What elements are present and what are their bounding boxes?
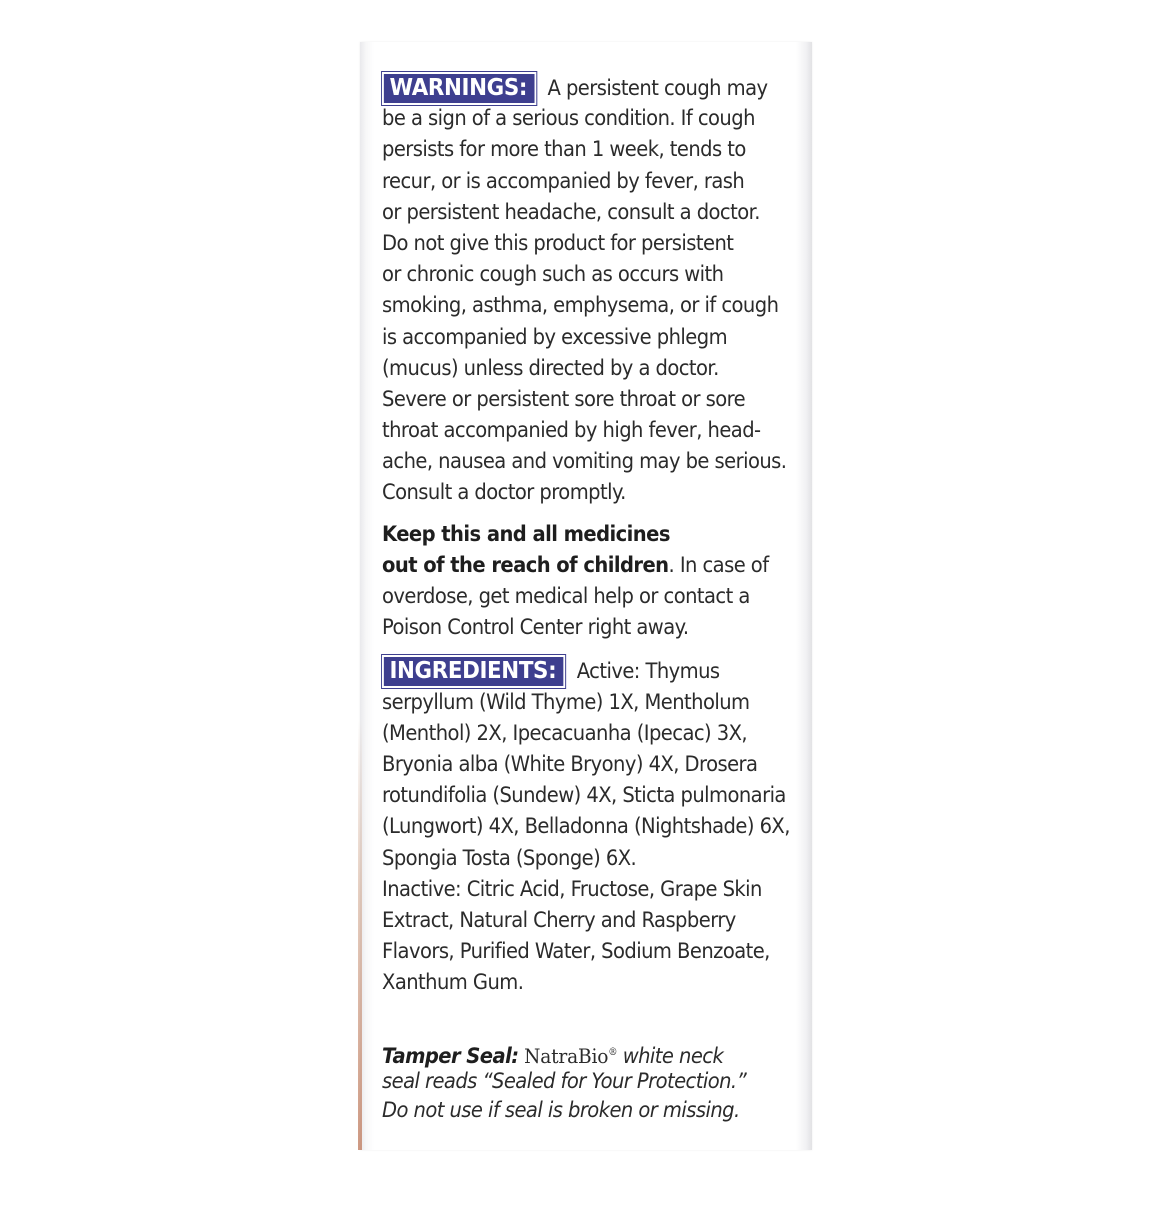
warnings-line: be a sign of a serious condition. If cough xyxy=(382,106,755,131)
label-text-block xyxy=(382,72,790,1125)
warnings-line: persists for more than 1 week, tends to xyxy=(382,137,746,162)
ingredients-first-text: Active: Thymus xyxy=(576,659,720,684)
tamper-seal-label: Tamper Seal: xyxy=(382,1044,519,1069)
ingredients-line: Inactive: Citric Acid, Fructose, Grape Skin xyxy=(382,876,762,901)
keep-away-mixed-line xyxy=(382,550,769,581)
warnings-line: Severe or persistent sore throat or sore xyxy=(382,386,746,411)
tamper-seal-line: seal reads “Sealed for Your Protection.” xyxy=(382,1069,747,1094)
ingredients-line: Extract, Natural Cherry and Raspberry xyxy=(382,907,736,932)
ingredients-line: (Lungwort) 4X, Belladonna (Nightshade) 6X, xyxy=(382,814,790,839)
ingredients-line: (Menthol) 2X, Ipecacuanha (Ipecac) 3X, xyxy=(382,720,748,745)
ingredients-label: INGREDIENTS: xyxy=(382,655,566,688)
tamper-seal-section xyxy=(382,1038,763,1125)
warnings-line: Do not give this product for persistent xyxy=(382,230,734,255)
brand-name: NatraBio xyxy=(524,1044,609,1069)
warnings-section xyxy=(382,72,787,509)
warnings-first-text: A persistent cough may xyxy=(547,76,768,100)
tamper-seal-first-line xyxy=(382,1038,763,1067)
ingredients-line: Flavors, Purified Water, Sodium Benzoate, xyxy=(382,939,770,964)
warnings-line: recur, or is accompanied by fever, rash xyxy=(382,168,745,193)
warnings-line: (mucus) unless directed by a doctor. xyxy=(382,355,719,380)
warnings-line: smoking, asthma, emphysema, or if cough xyxy=(382,293,779,318)
registered-mark: ® xyxy=(608,1047,618,1059)
warnings-first-line xyxy=(382,72,768,103)
warnings-line: is accompanied by excessive phlegm xyxy=(382,324,728,349)
ingredients-line: Xanthum Gum. xyxy=(382,970,524,995)
ingredients-line: rotundifolia (Sundew) 4X, Sticta pulmonaria xyxy=(382,783,786,808)
warnings-line: ache, nausea and vomiting may be serious. xyxy=(382,449,787,474)
warnings-line: or chronic cough such as occurs with xyxy=(382,262,724,287)
ingredients-first-line xyxy=(382,655,763,686)
warnings-label: WARNINGS: xyxy=(382,72,536,105)
warnings-line: throat accompanied by high fever, head- xyxy=(382,418,761,443)
tamper-seal-first-text: white neck xyxy=(622,1044,724,1069)
keep-away-bold-text: out of the reach of children xyxy=(382,552,669,577)
keep-away-bold-line: Keep this and all medicines xyxy=(382,521,670,546)
panel-edge-tint xyxy=(358,720,362,1150)
keep-away-section xyxy=(382,519,769,644)
ingredients-line: Bryonia alba (White Bryony) 4X, Drosera xyxy=(382,751,758,776)
ingredients-line: serpyllum (Wild Thyme) 1X, Mentholum xyxy=(382,689,750,714)
keep-away-rest-text: . In case of xyxy=(668,552,769,577)
ingredients-section xyxy=(382,655,790,998)
keep-away-line: Poison Control Center right away. xyxy=(382,615,689,640)
tamper-seal-line: Do not use if seal is broken or missing. xyxy=(382,1098,740,1123)
warnings-line: or persistent headache, consult a doctor. xyxy=(382,199,760,224)
ingredients-line: Spongia Tosta (Sponge) 6X. xyxy=(382,845,637,870)
keep-away-line: overdose, get medical help or contact a xyxy=(382,584,750,608)
warnings-line: Consult a doctor promptly. xyxy=(382,480,626,505)
